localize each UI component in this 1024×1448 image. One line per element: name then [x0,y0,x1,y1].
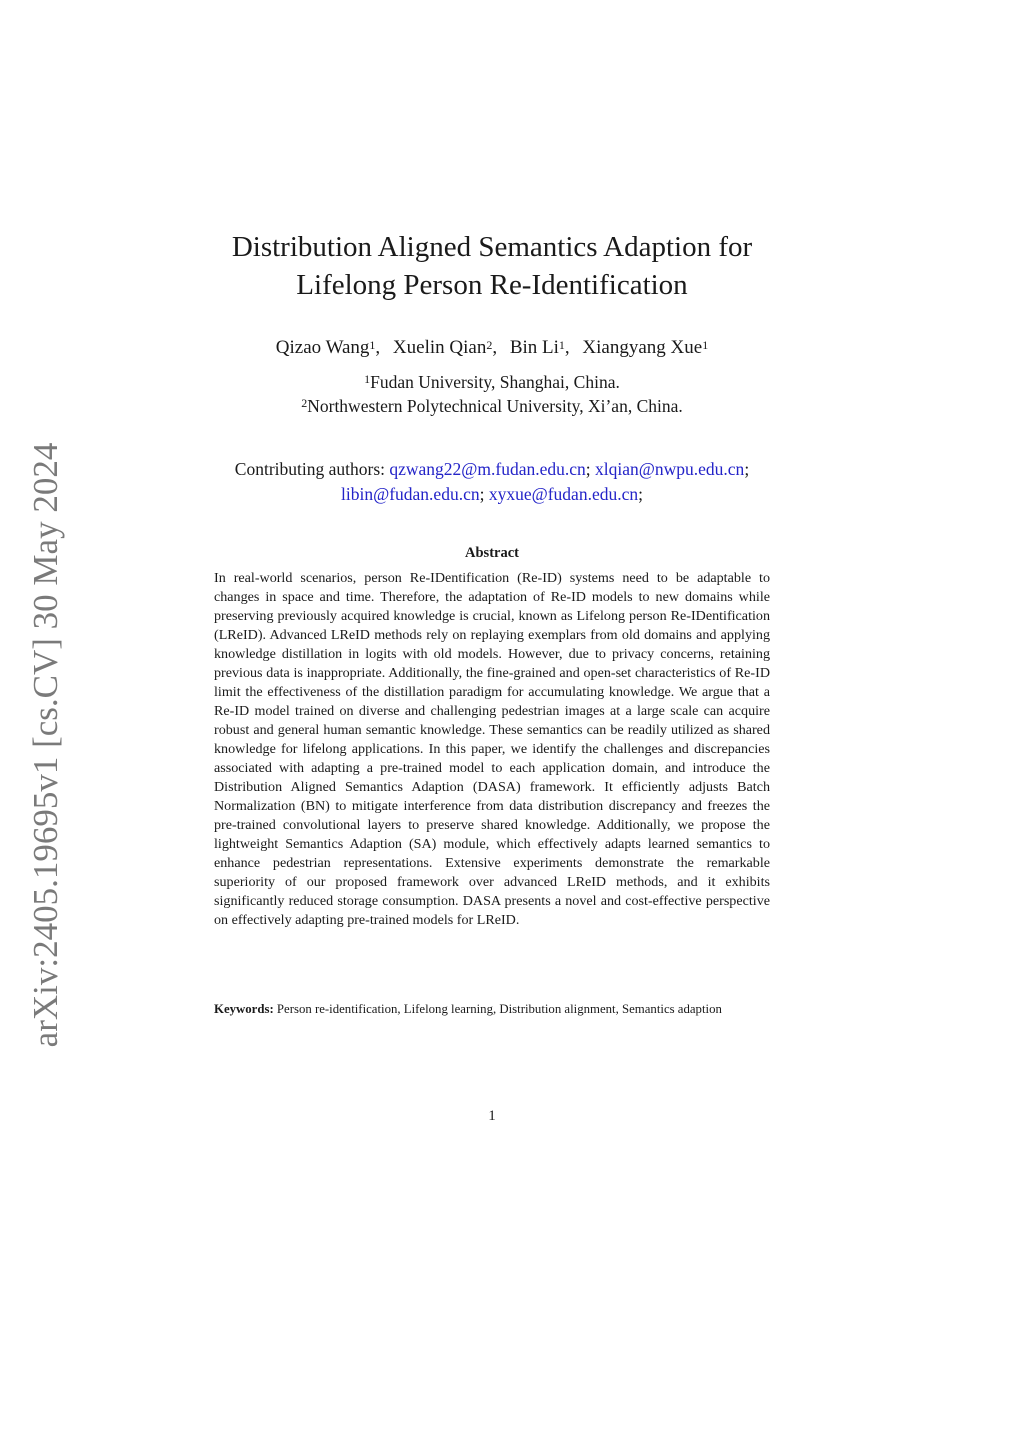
abstract-body: In real-world scenarios, person Re-IDentification (Re-ID) systems need to be adaptable to changes in space and time. Therefore, the adaptation of Re-ID models to new domains while preserving previously acquired knowledge is crucial, known as Lifelong person Re-IDentification (LReID). Advanced LReID methods rely on replaying exemplars from old domains and applying knowledge distillation in logits with old models. However, due to privacy concerns, retaining previous data is inappropriate. Additionally, the fine-grained and open-set characteristics of Re-ID limit the effectiveness of the distillation paradigm for accumulating knowledge. We argue that a Re-ID model trained on diverse and challenging pedestrian images at a large scale can acquire robust and general human semantic knowledge. These semantics can be readily utilized as shared knowledge for lifelong applications. In this paper, we identify the challenges and discrepancies associated with adapting a pre-trained model to each application domain, and introduce the Distribution Aligned Semantics Adaption (DASA) framework. It efficiently adjusts Batch Normalization (BN) to mitigate interference from data distribution discrepancy and freezes the pre-trained convolutional layers to preserve shared knowledge. Additionally, we propose the lightweight Semantics Adaption (SA) module, which effectively adapts learned semantics to enhance pedestrian representations. Extensive experiments demonstrate the remarkable superiority of our proposed framework over advanced LReID methods, and it exhibits significantly reduced storage consumption. DASA presents a novel and cost-effective perspective on effectively adapting pre-trained models for LReID. [214,570,770,928]
arxiv-identifier-stamp: arXiv:2405.19695v1 [cs.CV] 30 May 2024 [26,442,65,1048]
affiliation-fudan: $^1$Fudan University, Shanghai, China. [364,372,620,392]
title-line-2: Lifelong Person Re-Identification [296,269,688,301]
author-qizao-wang: Qizao Wang$^1$, [275,337,381,358]
page-number: 1 [488,1108,496,1124]
author-xuelin-qian: Xuelin Qian$^2$, [392,337,498,358]
paper-title [180,228,804,304]
author-list [180,335,804,361]
keywords-text: Person re-identification, Lifelong learning, Distribution alignment, Semantics adaption [276,1002,722,1016]
affiliation-nwpu: $^2$Northwestern Polytechnical University, Xi’an, China. [301,396,683,416]
abstract-heading: Abstract [465,545,519,561]
contributing-authors: Contributing authors: qzwang22@m.fudan.edu.cn; xlqian@nwpu.edu.cn; libin@fudan.edu.cn; xyxue@fudan.edu.cn; [234,459,750,504]
keywords-label: Keywords: [214,1002,274,1016]
email-link-qzwang[interactable]: qzwang22@m.fudan.edu.cn [389,459,586,479]
keywords [214,1001,770,1019]
title-line-1: Distribution Aligned Semantics Adaption for [231,231,753,263]
affiliation-list [180,370,804,418]
email-link-xlqian[interactable]: xlqian@nwpu.edu.cn [595,459,745,479]
email-link-xyxue[interactable]: xyxue@fudan.edu.cn [488,484,639,504]
email-link-libin[interactable]: libin@fudan.edu.cn [341,484,480,504]
author-bin-li: Bin Li$^1$, [509,337,570,358]
contributing-authors-label: Contributing authors: [234,459,385,479]
author-xiangyang-xue: Xiangyang Xue$^1$ [582,337,709,358]
